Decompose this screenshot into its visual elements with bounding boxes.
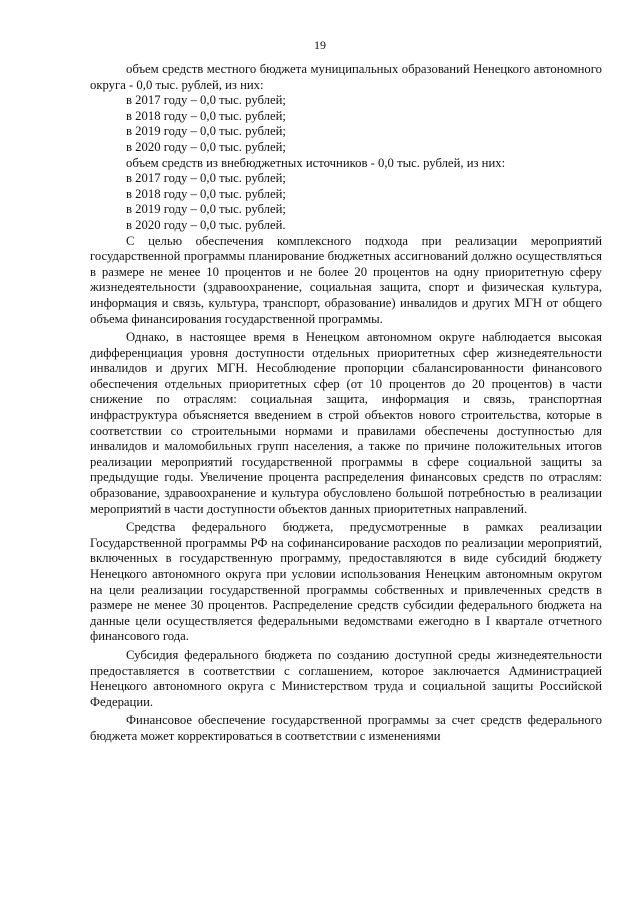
paragraph-planning: С целью обеспечения комплексного подхода при реализации мероприятий государственной программы планирование бюджетных ассигнований должно осуществляться в размере не менее 10 процентов и не более 20 процентов на одну приоритетную сферу жизнедеятельности (здравоохранение, социальная защита, спорт и физическая культура, информация и связь, культура, транспорт, образование) инвалидов и других МГН от общего объема финансирования государственной программы. [90, 233, 602, 326]
local-budget-2020: в 2020 году – 0,0 тыс. рублей; [126, 139, 286, 154]
extrabudget-2017: в 2017 году – 0,0 тыс. рублей; [126, 171, 286, 186]
local-budget-2018: в 2018 году – 0,0 тыс. рублей; [126, 108, 286, 123]
local-budget-2017: в 2017 году – 0,0 тыс. рублей; [126, 93, 286, 108]
extrabudget-2020: в 2020 году – 0,0 тыс. рублей. [126, 217, 286, 232]
extrabudget-2018: в 2018 году – 0,0 тыс. рублей; [126, 186, 286, 201]
local-budget-2019: в 2019 году – 0,0 тыс. рублей; [126, 124, 286, 139]
local-budget-intro: объем средств местного бюджета муниципальных образований Ненецкого автономного округа - 0,0 тыс. рублей, из них: [90, 62, 602, 92]
paragraph-federal-funds: Средства федерального бюджета, предусмотренные в рамках реализации Государственной программы РФ на софинансирование расходов по реализации мероприятий, включенных в государственную программу, предоставляются в виде субсидий бюджету Ненецкого автономного округа при условии использования Ненецким автономным округом на цели реализации государственной программы собственных и привлеченных средств в размере не менее 30 процентов. Распределение средств субсидии федерального бюджета на данные цели осуществляется федеральными ведомствами ежегодно в I квартале отчетного финансового года. [90, 520, 602, 644]
paragraph-differentiation: Однако, в настоящее время в Ненецком автономном округе наблюдается высокая дифференциация уровня доступности отдельных приоритетных сфер жизнедеятельности инвалидов и других МГН. Несоблюдение пропорции сбалансированности финансового обеспечения отдельных приоритетных сфер (от 10 процентов до 20 процентов) в части снижение по отраслям: социальная защита, информация и связь, транспортная инфраструктура объясняется введением в строй объектов нового строительства, которые в соответствии со строительными нормами и правилами обеспечены доступностью для инвалидов и маломобильных групп населения, а также по причине положительных итогов реализации мероприятий государственной программы в сфере социальной защиты за предыдущие годы. Увеличение процента распределения финансовых средств по отраслям: образование, здравоохранение и культура обусловлено большой потребностью в реализации мероприятий в части доступности объектов данных приоритетных направлений. [90, 330, 602, 516]
document-body [90, 62, 602, 745]
extrabudget-2019: в 2019 году – 0,0 тыс. рублей; [126, 202, 286, 217]
paragraph-financing: Финансовое обеспечение государственной программы за счет средств федерального бюджета может корректироваться в соответствии с изменениями [90, 713, 602, 743]
paragraph-subsidy: Субсидия федерального бюджета по созданию доступной среды жизнедеятельности предоставляется в соответствии с соглашением, которое заключается Администрацией Ненецкого автономного округа с Министерством труда и социальной защиты Российской Федерации. [90, 647, 602, 709]
extrabudget-intro: объем средств из внебюджетных источников - 0,0 тыс. рублей, из них: [126, 155, 506, 170]
page-number: 19 [314, 38, 326, 52]
